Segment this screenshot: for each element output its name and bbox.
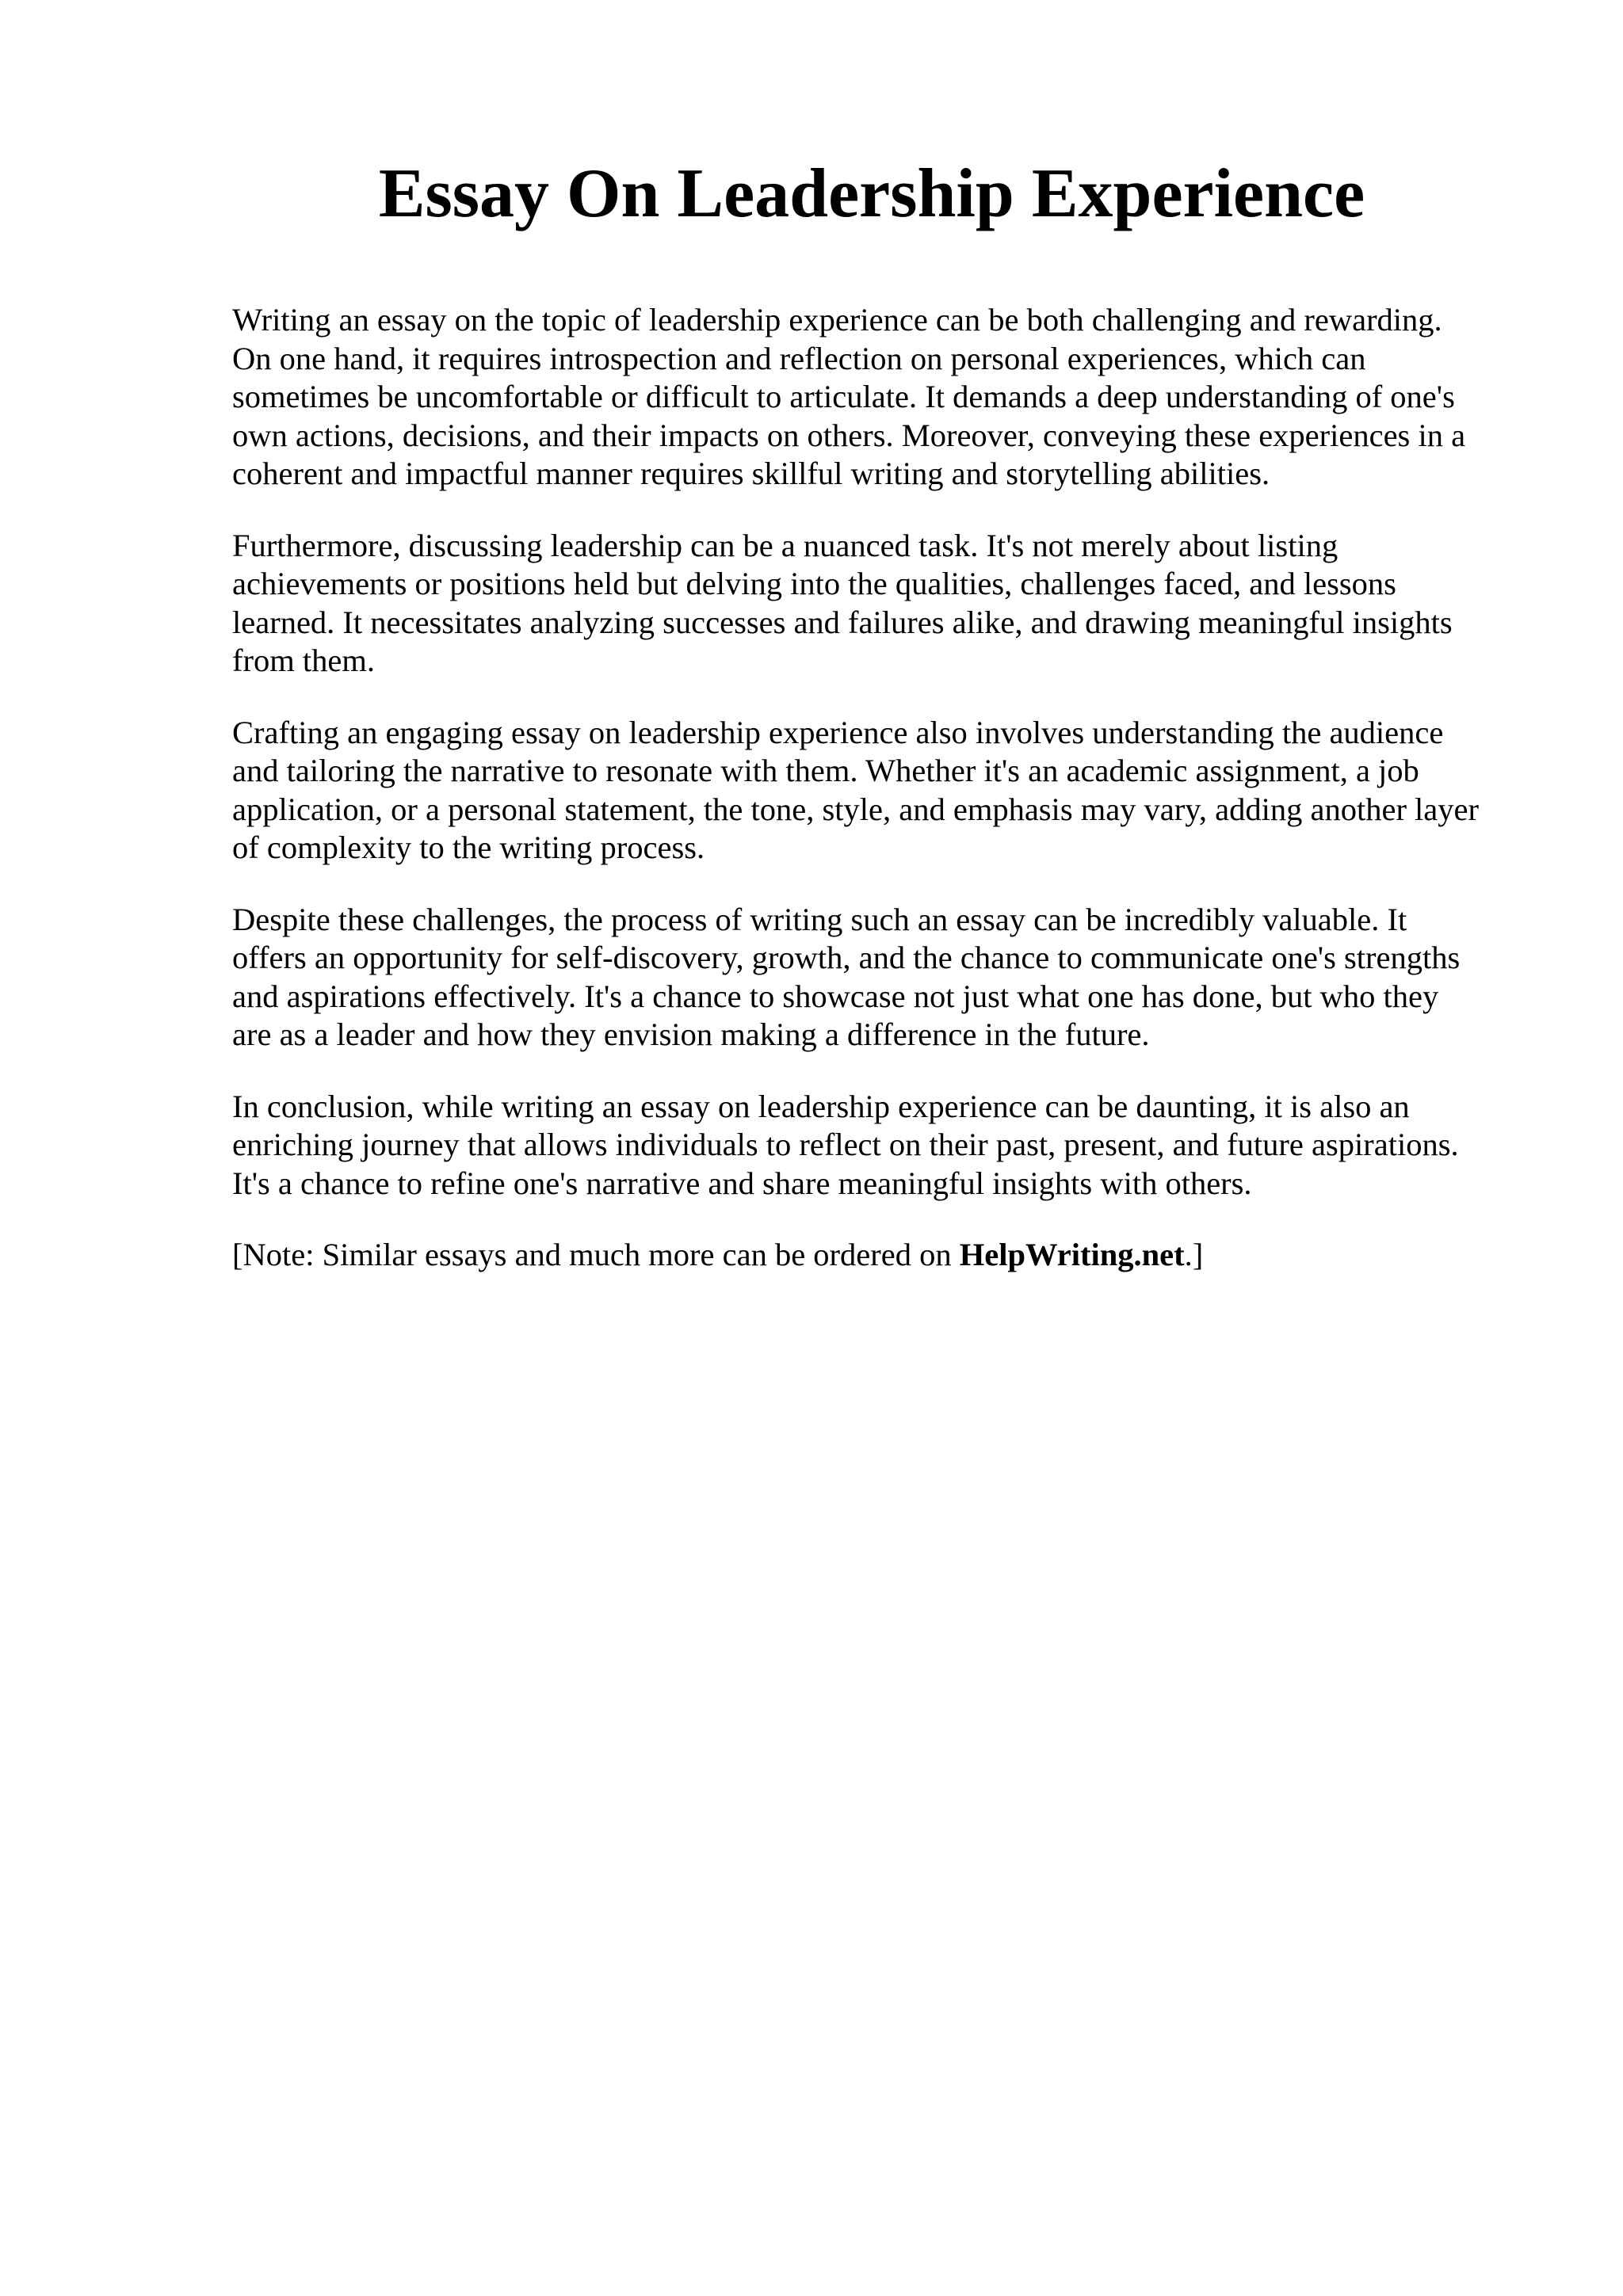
paragraph-line: and tailoring the narrative to resonate with them. Whether it's an academic assignment, a job [232, 753, 1419, 788]
note-paragraph [232, 1236, 1516, 1275]
page-title: Essay On Leadership Experience [378, 155, 1365, 232]
paragraph-line: In conclusion, while writing an essay on leadership experience can be daunting, it is also an [232, 1088, 1410, 1124]
paragraph-line: coherent and impactful manner requires skillful writing and storytelling abilities. [232, 456, 1270, 491]
paragraph-line: Furthermore, discussing leadership can be a nuanced task. It's not merely about listing [232, 527, 1338, 563]
helpwriting-link[interactable]: HelpWriting.net [959, 1237, 1185, 1272]
paragraph-line: enriching journey that allows individuals to reflect on their past, present, and future aspirations. [232, 1127, 1459, 1162]
paragraph-line: learned. It necessitates analyzing successes and failures alike, and drawing meaningful insights [232, 604, 1453, 640]
paragraph-line: achievements or positions held but delving into the qualities, challenges faced, and lessons [232, 566, 1396, 601]
note-prefix: [Note: Similar essays and much more can be ordered on [232, 1237, 960, 1272]
paragraph-5 [232, 1088, 1516, 1203]
paragraph-line: sometimes be uncomfortable or difficult to articulate. It demands a deep understanding of one's [232, 379, 1455, 414]
paragraph-4 [232, 901, 1516, 1055]
note-suffix: .] [1184, 1237, 1204, 1272]
paragraph-line: It's a chance to refine one's narrative and share meaningful insights with others. [232, 1165, 1252, 1201]
paragraph-line: offers an opportunity for self-discovery, growth, and the chance to communicate one's strengths [232, 940, 1461, 975]
paragraph-line: On one hand, it requires introspection and reflection on personal experiences, which can [232, 340, 1366, 376]
paragraph-line: are as a leader and how they envision making a difference in the future. [232, 1016, 1150, 1052]
paragraph-line: of complexity to the writing process. [232, 830, 705, 865]
paragraph-2 [232, 527, 1516, 681]
paragraph-1 [232, 301, 1516, 494]
paragraph-line: Despite these challenges, the process of writing such an essay can be incredibly valuable. It [232, 901, 1407, 937]
paragraph-line: Crafting an engaging essay on leadership experience also involves understanding the audience [232, 714, 1444, 750]
paragraph-line: application, or a personal statement, the tone, style, and emphasis may vary, adding another layer [232, 791, 1479, 827]
paragraph-3 [232, 714, 1516, 868]
essay-body [232, 301, 1516, 1308]
paragraph-line: and aspirations effectively. It's a chance to showcase not just what one has done, but who they [232, 978, 1439, 1014]
paragraph-line: from them. [232, 643, 375, 678]
paragraph-line: Writing an essay on the topic of leadership experience can be both challenging and rewarding. [232, 302, 1442, 338]
paragraph-line: own actions, decisions, and their impacts on others. Moreover, conveying these experiences in a [232, 417, 1466, 453]
